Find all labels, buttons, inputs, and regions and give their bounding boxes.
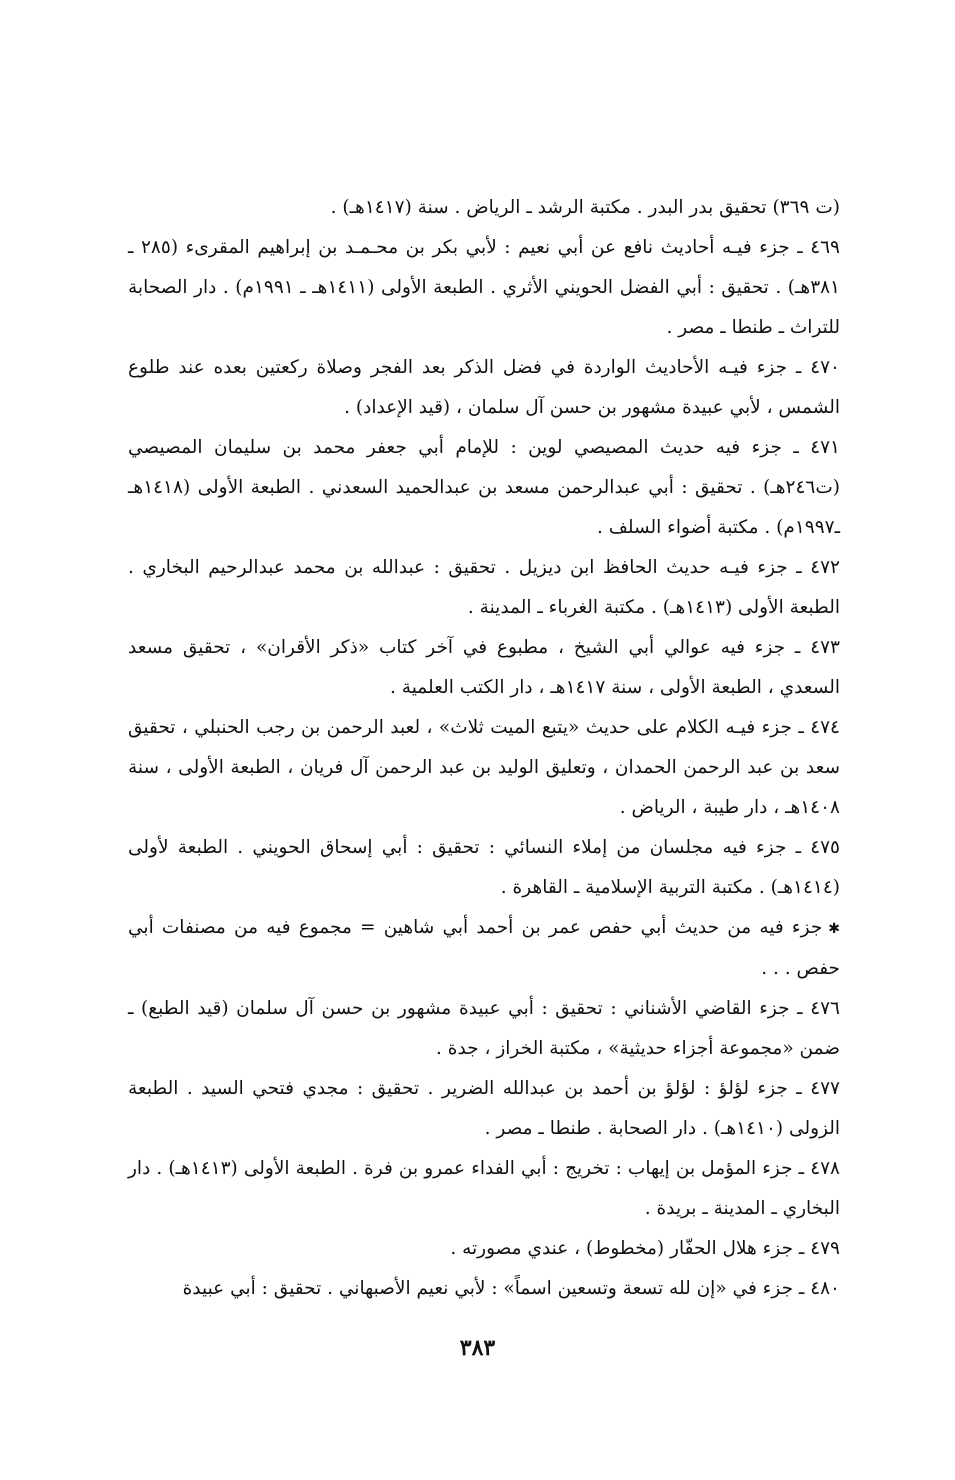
entry-473: ٤٧٣ ـ جزء فيه عوالي أبي الشيخ ، مطبوع في آخر كتاب «ذكر الأقران» ، تحقيق مسعد السعدي ، الطبعة الأولى ، سنة ١٤١٧هـ ، دار الكتب العلمية . (128, 637, 840, 698)
entry-470: ٤٧٠ ـ جزء فيـه الأحاديث الواردة في فضل الذكر بعد الفجر وصلاة ركعتين بعده عند طلوع الشمس ، لأبي عبيدة مشهور بن حسن آل سلمان ، (قيد الإعداد) . (128, 357, 840, 418)
entry-479: ٤٧٩ ـ جزء هلال الحفّار (مخطوط) ، عندي مصورته . (450, 1238, 840, 1259)
entry-468-continuation: (ت ٣٦٩) تحقيق بدر البدر . مكتبة الرشد ـ الرياض . سنة (١٤١٧هـ) . (330, 197, 840, 218)
entry-476: ٤٧٦ ـ جزء القاضي الأشناني : تحقيق : أبي عبيدة مشهور بن حسن آل سلمان (قيد الطبع) ـ ضمن «مجموعة أجزاء حديثية» ، مكتبة الخراز ، جدة . (128, 998, 840, 1059)
entry-cross-reference-text: جزء فيه من حديث أبي حفص عمر بن أحمد أبي شاهين = مجموع فيه من مصنفات أبي حفص . . . (128, 917, 840, 979)
bibliography-list (128, 188, 840, 1309)
entry-477: ٤٧٧ ـ جزء لؤلؤ : لؤلؤ بن أحمد بن عبدالله الضرير . تحقيق : مجدي فتحي السيد . الطبعة الزولى (١٤١٠هـ) . دار الصحابة . طنطا ـ مصر . (128, 1078, 840, 1139)
entry-474: ٤٧٤ ـ جزء فيـه الكلام على حديث «يتبع الميت ثلاث» ، لعبد الرحمن بن رجب الحنبلي ، تحقيق سعد بن عبد الرحمن الحمدان ، وتعليق الوليد بن عبد الرحمن آل فريان ، الطبعة الأولى ، سنة ١٤٠٨هـ ، دار طيبة ، الرياض . (128, 717, 840, 818)
entry-469: ٤٦٩ ـ جزء فيـه أحاديث نافع عن أبي نعيم : لأبي بكر بن محـمـد بن إبراهيم المقرىء (٢٨٥ ـ ٣٨١هـ) . تحقيق : أبي الفضل الحويني الأثري . الطبعة الأولى (١٤١١هـ ـ ١٩٩١م) . دار الصحابة للتراث ـ طنطا ـ مصر . (128, 237, 840, 338)
entry-480: ٤٨٠ ـ جزء في «إن لله تسعة وتسعين اسماً» : لأبي نعيم الأصبهاني . تحقيق : أبي عبيدة (182, 1278, 840, 1299)
page-number: ٣٨٣ (459, 1335, 496, 1361)
entry-478: ٤٧٨ ـ جزء المؤمل بن إيهاب : تخريج : أبي الفداء عمرو بن فرة . الطبعة الأولى (١٤١٣هـ) . دار البخاري ـ المدينة ـ بريدة . (128, 1158, 840, 1219)
entry-472: ٤٧٢ ـ جزء فيـه حديث الحافظ ابن ديزيل . تحقيق : عبدالله بن محمد عبدالرحيم البخاري . الطبعة الأولى (١٤١٣هـ) . مكتبة الغرباء ـ المدينة . (128, 557, 840, 618)
entry-471: ٤٧١ ـ جزء فيه حديث المصيصي لوين : للإمام أبي جعفر محمد بن سليمان المصيصي (ت٢٤٦هـ) . تحقيق : أبي عبدالرحمن مسعد بن عبدالحميد السعدني . الطبعة الأولى (١٤١٨هـ ـ١٩٩٧م) . مكتبة أضواء السلف . (128, 437, 840, 538)
asterisk-icon: ✱ (828, 921, 840, 937)
entry-475: ٤٧٥ ـ جزء فيه مجلسان من إملاء النسائي : تحقيق : أبي إسحاق الحويني . الطبعة لأولى (١٤١٤هـ) . مكتبة التربية الإسلامية ـ القاهرة . (128, 837, 840, 898)
entry-cross-reference (128, 908, 840, 989)
